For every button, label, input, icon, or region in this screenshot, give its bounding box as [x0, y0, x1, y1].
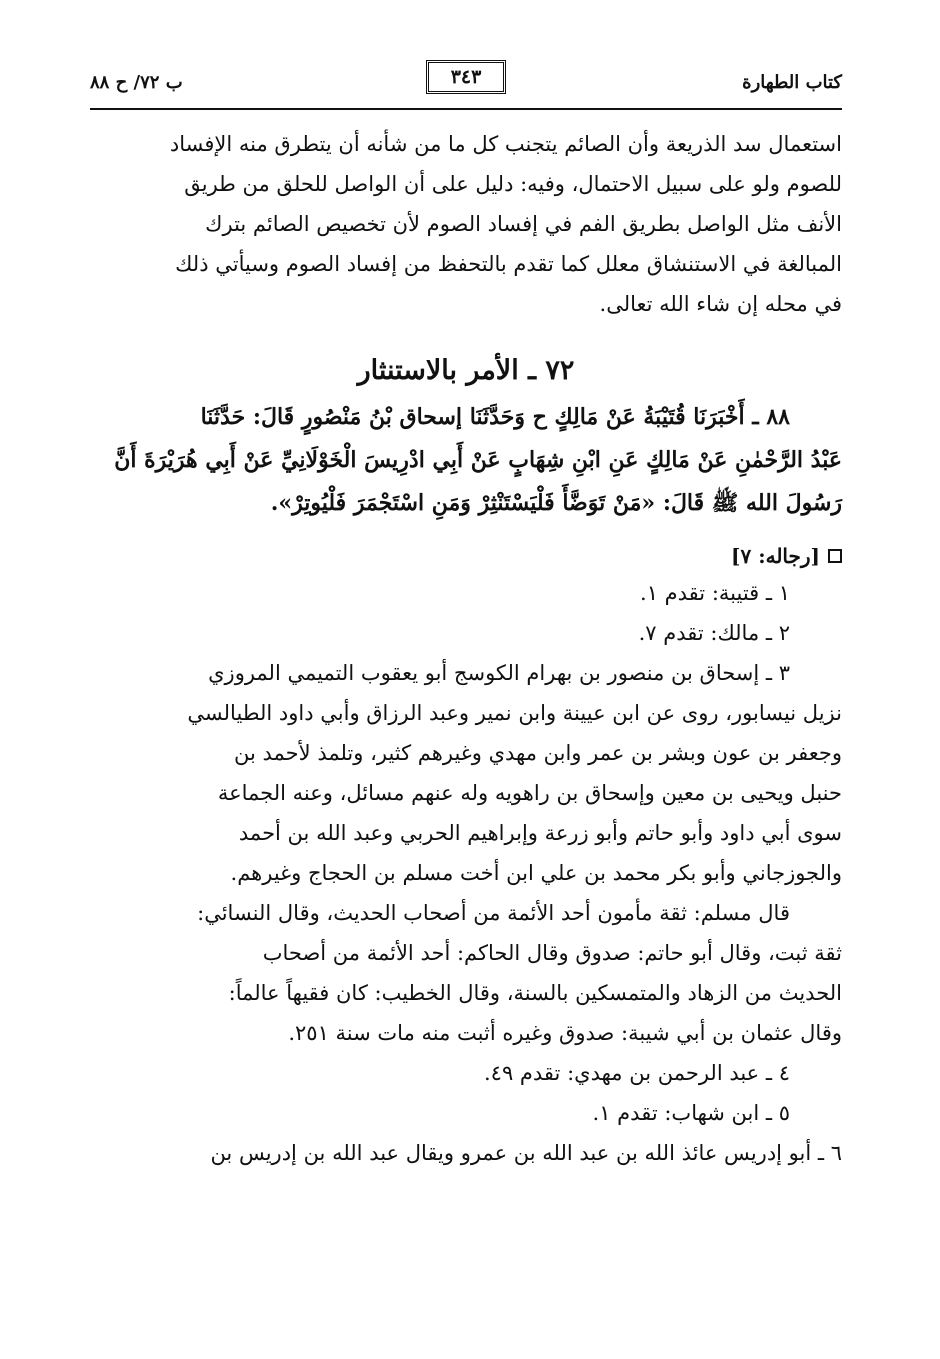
opinion-line: الحديث من الزهاد والمتمسكين بالسنة، وقال الخطيب: كان فقيهاً عالماً:	[228, 981, 842, 1005]
intro-line: المبالغة في الاستنشاق معلل كما تقدم بالتحفظ من إفساد الصوم وسيأتي ذلك	[175, 252, 842, 276]
narrators-heading	[90, 539, 842, 573]
square-bullet-icon	[828, 549, 842, 563]
book-title: كتاب الطهارة	[742, 72, 842, 93]
intro-paragraph	[90, 124, 842, 324]
hadith-line: ٨٨ ـ أَخْبَرَنَا قُتَيْبَةُ عَنْ مَالِكٍ ح وَحَدَّثَنَا إسحاق بْنُ مَنْصُورٍ قَالَ: حَدَّثَنَا	[200, 404, 790, 430]
intro-line: في محله إن شاء الله تعالى.	[599, 292, 842, 316]
biography-line: نزيل نيسابور، روى عن ابن عيينة وابن نمير وعبد الرزاق وأبي داود الطيالسي	[187, 701, 842, 725]
intro-line: الأنف مثل الواصل بطريق الفم في إفساد الصوم لأن تخصيص الصائم بترك	[205, 212, 842, 236]
biography-line: حنبل ويحيى بن معين وإسحاق بن راهويه وله عنهم مسائل، وعنه الجماعة	[217, 781, 842, 805]
hadith-text	[90, 396, 842, 525]
opinion-line: وقال عثمان بن أبي شيبة: صدوق وغيره أثبت منه مات سنة ٢٥١.	[288, 1021, 842, 1045]
chapter-title: ٧٢ ـ الأمر بالاستنثار	[357, 355, 575, 386]
narrator-list-continued	[90, 1053, 842, 1133]
chapter-hadith-reference: ب ٧٢/ ح ٨٨	[90, 72, 183, 93]
opinion-line: قال مسلم: ثقة مأمون أحد الأئمة من أصحاب الحديث، وقال النسائي:	[197, 901, 790, 925]
page-header	[90, 60, 842, 110]
narrator-list	[90, 573, 842, 653]
narrator-item: ١ ـ قتيبة: تقدم ١.	[640, 581, 790, 605]
narrator-biography-6	[90, 1133, 842, 1173]
biography-line: وجعفر بن عون وبشر بن عمر وابن مهدي وغيرهم كثير، وتلمذ لأحمد بن	[234, 741, 842, 765]
biography-line: سوى أبي داود وأبو حاتم وأبو زرعة وإبراهيم الحربي وعبد الله بن أحمد	[238, 821, 842, 845]
intro-line: للصوم ولو على سبيل الاحتمال، وفيه: دليل على أن الواصل للحلق من طريق	[184, 172, 842, 196]
narrators-heading-text: [رجاله: ٧]	[731, 544, 820, 568]
narrator-biography	[90, 653, 842, 893]
intro-line: استعمال سد الذريعة وأن الصائم يتجنب كل ما من شأنه أن يتطرق منه الإفساد	[169, 132, 842, 156]
narrator-item: ٢ ـ مالك: تقدم ٧.	[638, 621, 790, 645]
biography-line: ٣ ـ إسحاق بن منصور بن بهرام الكوسج أبو يعقوب التميمي المروزي	[208, 661, 790, 685]
opinion-line: ثقة ثبت، وقال أبو حاتم: صدوق وقال الحاكم: أحد الأئمة من أصحاب	[262, 941, 842, 965]
hadith-line: رَسُولَ الله ﷺ قَالَ: «مَنْ تَوَضَّأَ فَلْيَسْتَنْثِرْ وَمَنِ اسْتَجْمَرَ فَلْيُوتِرْ».	[270, 490, 842, 516]
hadith-line: عَبْدُ الرَّحْمٰنِ عَنْ مَالِكٍ عَنِ ابْنِ شِهَابٍ عَنْ أَبِي ادْرِيسَ الْخَوْلَانِيِّ عَنْ أَبِي هُرَيْرَةَ أَنَّ	[114, 447, 842, 473]
page-number: ٣٤٣	[426, 60, 506, 94]
biography-line: والجوزجاني وأبو بكر محمد بن علي ابن أخت مسلم بن الحجاج وغيرهم.	[230, 861, 842, 885]
biography-line: ٦ ـ أبو إدريس عائذ الله بن عبد الله بن عمرو ويقال عبد الله بن إدريس بن	[210, 1141, 842, 1165]
narrator-item: ٥ ـ ابن شهاب: تقدم ١.	[592, 1101, 790, 1125]
book-page	[90, 60, 842, 1173]
narrator-item: ٤ ـ عبد الرحمن بن مهدي: تقدم ٤٩.	[483, 1061, 790, 1085]
scholar-opinions	[90, 893, 842, 1053]
